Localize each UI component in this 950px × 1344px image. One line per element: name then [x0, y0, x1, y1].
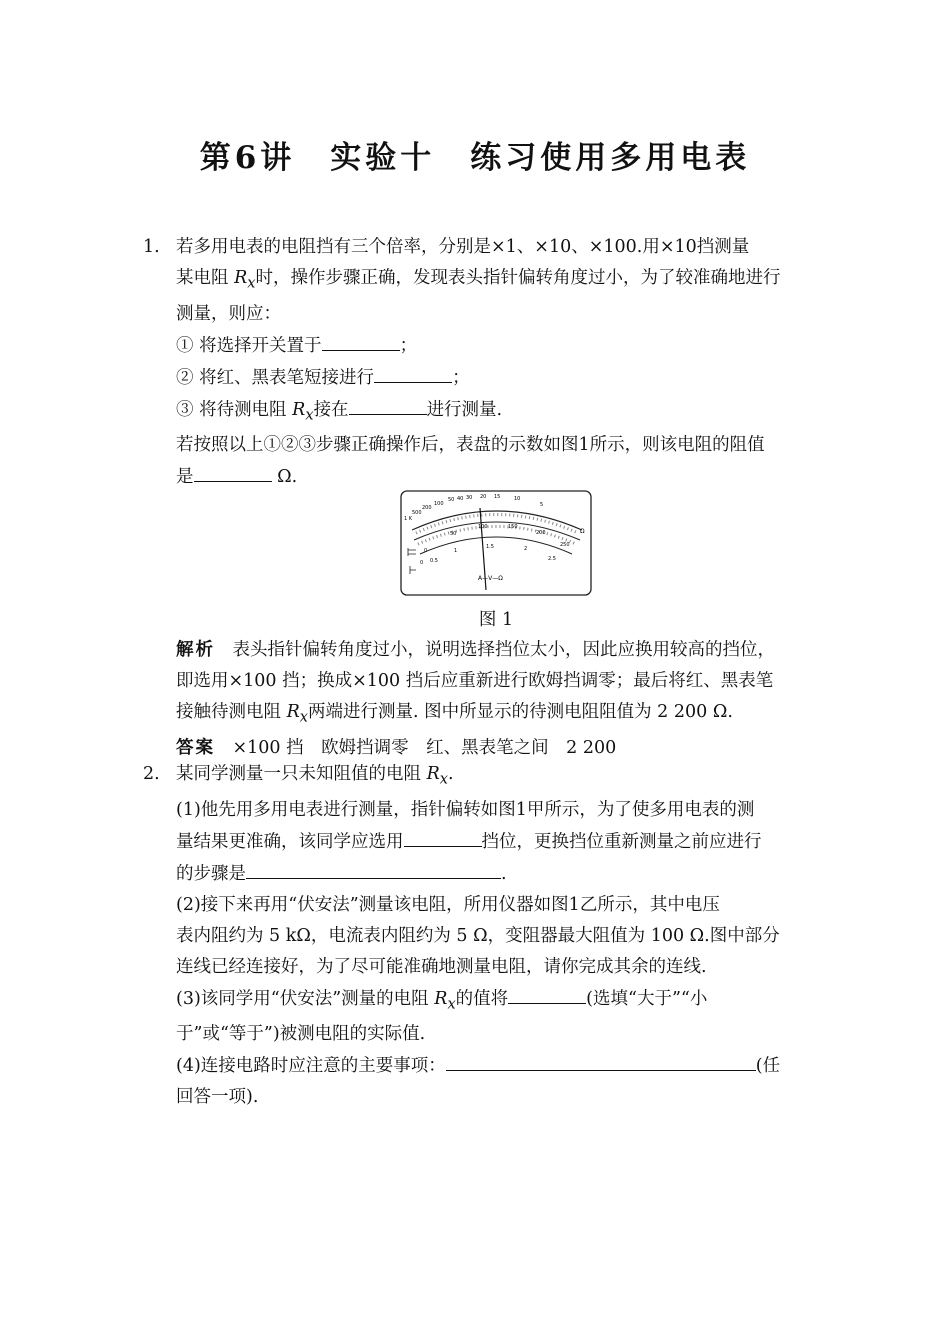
q2-p2-text-a: (2)接下来再用“伏安法”测量该电阻，所用仪器如图1乙所示，其中电压 [176, 894, 720, 915]
q1-step-3-mid: 接在 [313, 399, 349, 420]
low-2: 2 [524, 546, 528, 552]
q1-line-1 [143, 232, 813, 263]
resistor-symbol: $R_x$ [234, 268, 256, 292]
q2-p2-line-1 [143, 890, 813, 921]
answer-text: ×100 挡 欧姆挡调零 红、黑表笔之间 2 200 [215, 737, 617, 758]
q2-p2-line-2 [143, 921, 813, 952]
answer-blank [246, 858, 501, 879]
q2-p4-text-a: (4)连接电路时应注意的主要事项： [176, 1056, 446, 1076]
scale-20: 20 [480, 494, 487, 500]
scale-30: 30 [466, 495, 473, 501]
answer-blank [508, 983, 586, 1004]
q2-p1-text-a: (1)他先用多用电表进行测量，指针偏转如图1甲所示，为了使多用电表的测 [176, 799, 755, 820]
answer-blank [404, 826, 482, 847]
q1-line-8 [143, 461, 813, 493]
question-2 [143, 759, 813, 1113]
answer-blank [322, 330, 400, 351]
mid-250: 250 [560, 542, 570, 548]
resistor-symbol: $R_x$ [434, 988, 456, 1012]
q2-p1-line-3 [143, 858, 813, 890]
scale-200: 200 [422, 505, 432, 511]
mid-150: 150 [508, 524, 518, 530]
q1-number: 1. [143, 237, 160, 257]
answer-label: 答案 [176, 737, 215, 758]
low-1: 1 [454, 548, 458, 554]
q2-p1-text-b: 量结果更准确，该同学应选用 [176, 831, 404, 852]
q2-p1-line-1 [143, 795, 813, 826]
scale-40: 40 [457, 496, 464, 502]
low-05: 0.5 [430, 558, 438, 564]
q1-step-2 [143, 362, 813, 394]
q1-text-7: 若按照以上①②③步骤正确操作后，表盘的示数如图1所示，则该电阻的阻值 [176, 435, 765, 455]
figure-caption: 图 1 [478, 610, 514, 630]
q1-step-3 [143, 394, 813, 431]
q1-line-3 [143, 299, 813, 330]
mid-0: 0 [424, 548, 428, 554]
analysis-block [143, 635, 813, 764]
q2-p3-text-a: (3)该同学用“伏安法”测量的电阻 [176, 988, 435, 1009]
q1-text-3: 测量，则应： [176, 303, 281, 324]
q2-text-1-end: . [447, 764, 454, 784]
scale-ohm: Ω [580, 528, 585, 535]
q2-p1-text-c: 挡位，更换挡位重新测量之前应进行 [481, 831, 762, 852]
analysis-line-1 [143, 635, 813, 666]
q1-text-8b: Ω. [271, 467, 298, 487]
analysis-text-3b: 两端进行测量. 图中所显示的待测电阻阻值为 2 200 Ω. [307, 702, 733, 722]
resistor-symbol: $R_x$ [426, 764, 448, 788]
mid-100: 100 [478, 524, 488, 530]
analysis-line-3 [143, 697, 813, 733]
q2-p3-text-d: 于”或“等于”)被测电阻的实际值. [176, 1024, 426, 1044]
q1-text-2a: 某电阻 [176, 268, 235, 288]
meter-figure [400, 490, 592, 596]
low-15: 1.5 [486, 544, 494, 550]
q2-p2-text-c: 连线已经连接好，为了尽可能准确地测量电阻，请你完成其余的连线. [176, 956, 707, 977]
q2-p4-text-c: 回答一项). [176, 1087, 259, 1107]
q2-p4-line-1 [143, 1050, 813, 1082]
mid-200: 200 [536, 530, 546, 536]
q1-step-1-end: ； [399, 335, 418, 356]
meter-dial-svg [400, 490, 592, 596]
q1-text-8a: 是 [176, 467, 194, 487]
q1-text-1: 若多用电表的电阻挡有三个倍率，分别是×1、×10、×100.用×10挡测量 [176, 237, 750, 257]
analysis-text-2: 即选用×100 挡；换成×100 挡后应重新进行欧姆挡调零；最后将红、黑表笔 [176, 671, 774, 691]
answer-blank [349, 394, 427, 415]
answer-blank [374, 362, 452, 383]
meter-label: A—V—Ω [478, 575, 503, 582]
scale-1k: 1 K [404, 516, 413, 522]
scale-10: 10 [514, 496, 521, 502]
q1-line-2 [143, 263, 813, 299]
q1-step-1 [143, 330, 813, 362]
q2-p4-text-b: (任 [755, 1056, 781, 1076]
q2-p1-text-d: 的步骤是 [176, 863, 246, 884]
q1-step-2-end: ； [452, 367, 470, 388]
analysis-text-1: 表头指针偏转角度过小，说明选择挡位太小，因此应换用较高的挡位， [215, 640, 775, 660]
q2-p3-text-b: 的值将 [455, 988, 509, 1009]
scale-500: 500 [412, 510, 422, 516]
q1-step-1-text: ① 将选择开关置于 [176, 335, 322, 356]
q1-step-3-end: 进行测量. [426, 399, 503, 420]
answer-blank [194, 461, 272, 482]
scale-5: 5 [540, 502, 544, 508]
q2-p2-text-b: 表内阻约为 5 kΩ，电流表内阻约为 5 Ω，变阻器最大阻值为 100 Ω.图中部分 [176, 925, 780, 946]
mid-50: 50 [450, 531, 457, 537]
analysis-line-2 [143, 666, 813, 697]
q2-p1-text-e: . [501, 863, 507, 884]
q2-line-1 [143, 759, 813, 795]
q2-p1-line-2 [143, 826, 813, 858]
analysis-text-3a: 接触待测电阻 [176, 702, 287, 722]
q2-p2-line-3 [143, 952, 813, 983]
q1-line-7 [143, 430, 813, 461]
q2-p3-line-1 [143, 983, 813, 1020]
scale-50: 50 [448, 497, 455, 503]
q1-text-2b: 时，操作步骤正确，发现表头指针偏转角度过小，为了较准确地进行 [255, 268, 781, 288]
scale-100: 100 [434, 501, 444, 507]
q1-step-2-text: ② 将红、黑表笔短接进行 [176, 367, 375, 388]
scale-15: 15 [494, 494, 501, 500]
page-title: 第6讲 实验十 练习使用多用电表 [199, 140, 751, 176]
resistor-symbol: $R_x$ [286, 702, 308, 726]
q1-step-3-text: ③ 将待测电阻 [176, 399, 293, 420]
low-0: 0 [420, 560, 424, 566]
resistor-symbol: $R_x$ [292, 399, 314, 423]
q2-p3-text-c: (选填“大于”“小 [586, 988, 708, 1009]
low-25: 2.5 [548, 556, 556, 562]
analysis-label: 解析 [176, 640, 215, 660]
answer-blank [446, 1050, 756, 1071]
q2-number: 2. [143, 764, 160, 784]
question-1 [143, 232, 813, 493]
q2-p3-line-2 [143, 1019, 813, 1050]
q2-text-1: 某同学测量一只未知阻值的电阻 [176, 764, 427, 784]
q2-p4-line-2 [143, 1082, 813, 1113]
